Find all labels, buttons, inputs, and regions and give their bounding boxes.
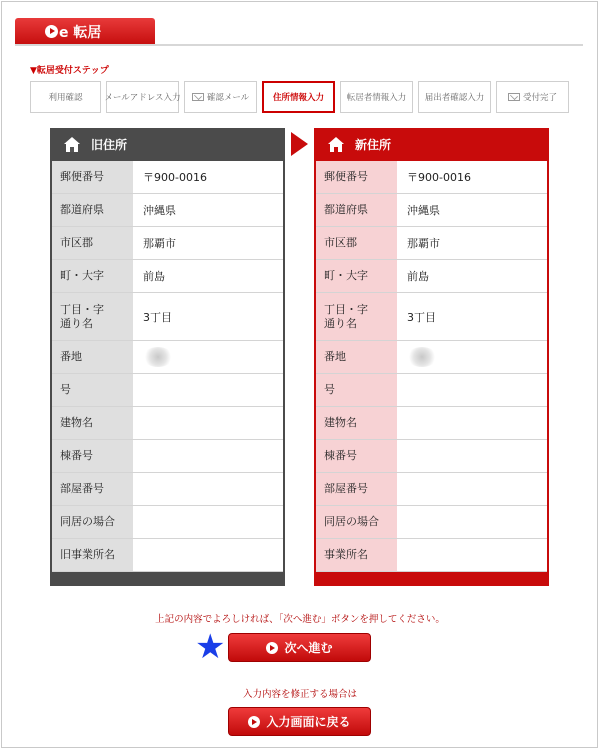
table-row xyxy=(52,506,283,539)
field-value: 3丁目 xyxy=(397,293,547,340)
header-divider xyxy=(15,44,583,46)
step-usage-confirm xyxy=(30,81,101,113)
arrow-right-icon xyxy=(291,132,308,156)
new-address-panel xyxy=(314,128,549,586)
table-row xyxy=(316,539,547,572)
field-value xyxy=(133,506,283,538)
new-address-title: 新住所 xyxy=(355,138,392,152)
field-value xyxy=(397,539,547,571)
table-row xyxy=(52,260,283,293)
field-label: 棟番号 xyxy=(52,440,133,472)
step-confirm-mail xyxy=(184,81,257,113)
step-label: メールアドレス入力 xyxy=(104,93,181,103)
step-complete xyxy=(496,81,569,113)
step-progress-bar xyxy=(30,81,570,113)
field-label: 部屋番号 xyxy=(52,473,133,505)
field-value: 前島 xyxy=(397,260,547,292)
field-value: 〒900-0016 xyxy=(133,161,283,193)
house-icon xyxy=(64,137,80,152)
table-row xyxy=(52,161,283,194)
field-value-redacted xyxy=(397,341,547,373)
field-value: 那覇市 xyxy=(397,227,547,259)
field-label: 部屋番号 xyxy=(316,473,397,505)
field-label: 丁目・字 通り名 xyxy=(52,293,133,340)
field-value xyxy=(133,407,283,439)
old-address-table xyxy=(52,161,283,572)
table-row xyxy=(316,194,547,227)
star-marker-icon: ★ xyxy=(195,627,226,667)
field-value xyxy=(397,473,547,505)
field-label: 番地 xyxy=(316,341,397,373)
step-label: 利用確認 xyxy=(48,93,83,103)
field-value xyxy=(133,473,283,505)
old-address-title: 旧住所 xyxy=(91,138,128,152)
table-row xyxy=(316,341,547,374)
field-label: 市区郡 xyxy=(316,227,397,259)
field-value xyxy=(397,440,547,472)
field-label: 町・大字 xyxy=(316,260,397,292)
table-row xyxy=(316,506,547,539)
step-mover-info xyxy=(340,81,413,113)
field-label: 都道府県 xyxy=(316,194,397,226)
step-label: 住所情報入力 xyxy=(272,93,324,103)
table-row xyxy=(52,341,283,374)
field-value xyxy=(397,506,547,538)
house-icon xyxy=(328,137,344,152)
table-row xyxy=(52,293,283,341)
field-label: 建物名 xyxy=(52,407,133,439)
redacted-blur xyxy=(143,347,173,367)
back-button-label: 入力画面に戻る xyxy=(266,715,351,729)
edit-message: 入力内容を修正する場合は xyxy=(242,689,357,700)
table-row xyxy=(316,227,547,260)
envelope-icon xyxy=(508,93,520,101)
step-label: 受付完了 xyxy=(522,93,557,103)
step-address-input xyxy=(262,81,335,113)
table-row xyxy=(52,473,283,506)
field-value xyxy=(397,374,547,406)
old-address-header xyxy=(52,128,283,161)
table-row xyxy=(316,407,547,440)
back-to-input-button[interactable] xyxy=(228,707,371,736)
field-label: 号 xyxy=(316,374,397,406)
step-label: 転居者情報入力 xyxy=(346,93,407,103)
field-label: 郵便番号 xyxy=(316,161,397,193)
field-label: 事業所名 xyxy=(316,539,397,571)
field-value xyxy=(133,440,283,472)
table-row xyxy=(52,194,283,227)
table-row xyxy=(52,374,283,407)
confirm-message: 上記の内容でよろしければ、「次へ進む」ボタンを押してください。 xyxy=(155,614,445,625)
field-label: 都道府県 xyxy=(52,194,133,226)
field-value xyxy=(397,407,547,439)
field-label: 郵便番号 xyxy=(52,161,133,193)
step-label: 確認メール xyxy=(206,93,250,103)
play-circle-icon xyxy=(45,25,58,38)
field-value xyxy=(133,539,283,571)
new-address-header xyxy=(316,128,547,161)
field-value: 沖縄県 xyxy=(397,194,547,226)
field-label: 号 xyxy=(52,374,133,406)
redacted-blur xyxy=(407,347,437,367)
step-label: 届出者確認入力 xyxy=(424,93,485,103)
step-email-input xyxy=(106,81,179,113)
field-value: 3丁目 xyxy=(133,293,283,340)
e-tenkyo-tab[interactable] xyxy=(15,18,155,45)
steps-title: ▼転居受付ステップ xyxy=(30,66,109,76)
field-value: 沖縄県 xyxy=(133,194,283,226)
table-row xyxy=(316,161,547,194)
next-button[interactable] xyxy=(228,633,371,662)
table-row xyxy=(316,374,547,407)
table-row xyxy=(52,407,283,440)
step-notifier-confirm xyxy=(418,81,491,113)
e-tenkyo-tab-label: e 転居 xyxy=(59,24,102,41)
play-circle-icon xyxy=(248,716,260,728)
field-label: 番地 xyxy=(52,341,133,373)
next-button-label: 次へ進む xyxy=(284,641,333,655)
table-row xyxy=(316,293,547,341)
field-label: 棟番号 xyxy=(316,440,397,472)
field-value xyxy=(133,374,283,406)
new-address-table xyxy=(316,161,547,572)
field-label: 旧事業所名 xyxy=(52,539,133,571)
envelope-icon xyxy=(192,93,204,101)
table-row xyxy=(52,539,283,572)
field-label: 町・大字 xyxy=(52,260,133,292)
table-row xyxy=(52,227,283,260)
field-value-redacted xyxy=(133,341,283,373)
table-row xyxy=(316,440,547,473)
field-value: 前島 xyxy=(133,260,283,292)
field-label: 丁目・字 通り名 xyxy=(316,293,397,340)
field-label: 市区郡 xyxy=(52,227,133,259)
field-value: 〒900-0016 xyxy=(397,161,547,193)
play-circle-icon xyxy=(266,642,278,654)
field-value: 那覇市 xyxy=(133,227,283,259)
old-address-panel xyxy=(50,128,285,586)
table-row xyxy=(316,473,547,506)
field-label: 同居の場合 xyxy=(316,506,397,538)
table-row xyxy=(316,260,547,293)
field-label: 建物名 xyxy=(316,407,397,439)
table-row xyxy=(52,440,283,473)
field-label: 同居の場合 xyxy=(52,506,133,538)
